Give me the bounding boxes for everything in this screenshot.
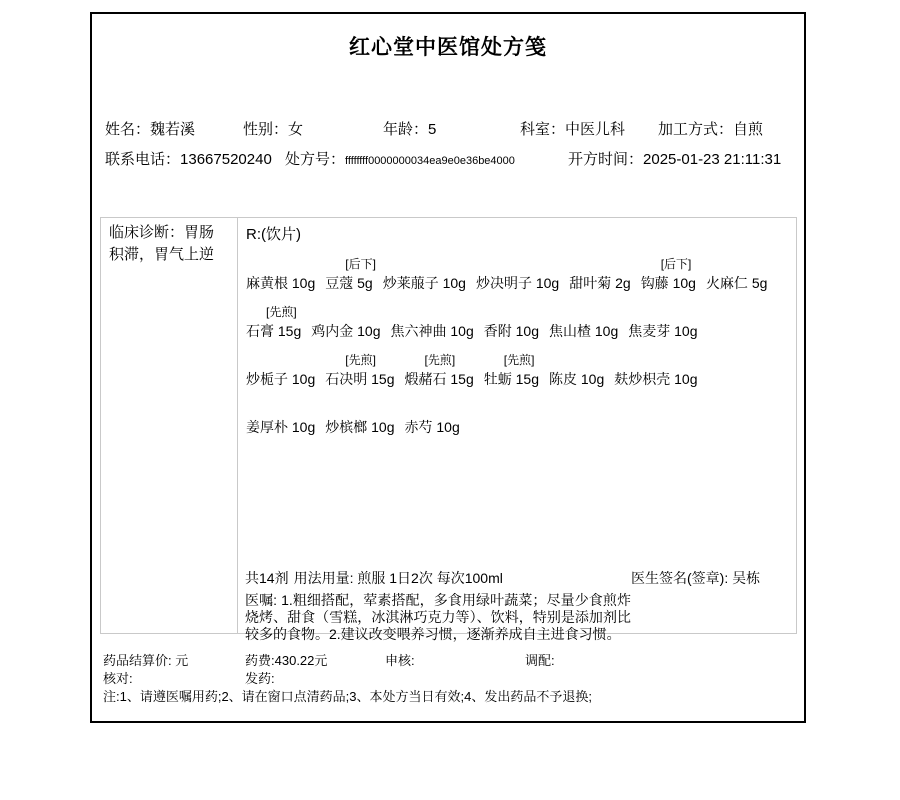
patient-processing-value: 自煎	[733, 121, 764, 138]
herb-name-dose: 石膏 15g	[246, 323, 302, 339]
audit-field: 申核:	[385, 653, 415, 668]
patient-department-value: 中医儿科	[565, 121, 626, 138]
herb-row	[246, 396, 788, 438]
settlement-price: 药品结算价: 元	[103, 653, 189, 668]
usage-line	[245, 570, 631, 587]
herb-item	[391, 300, 474, 342]
patient-processing-field	[658, 118, 763, 139]
dispense-field: 发药:	[245, 671, 275, 686]
patient-age-value: 5	[428, 121, 437, 138]
patient-age-field	[383, 118, 436, 139]
patient-rx-number-value: ffffffff0000000034ea9e0e36be4000	[345, 155, 515, 167]
patient-age-label: 年龄：	[383, 121, 429, 138]
herb-name-dose: 鸡内金 10g	[311, 323, 381, 339]
medical-advice	[245, 592, 631, 643]
rx-header: R:(饮片)	[246, 226, 301, 243]
herb-name-dose: 麻黄根 10g	[246, 275, 316, 291]
herb-item	[325, 396, 394, 438]
herb-name-dose: 焦山楂 10g	[549, 323, 619, 339]
patient-phone-label: 联系电话：	[105, 151, 181, 168]
total-doses: 共14剂	[245, 570, 289, 586]
herb-name-dose: 炒栀子 10g	[246, 371, 316, 387]
patient-gender-value: 女	[288, 121, 304, 138]
doctor-name: 吴栋	[732, 570, 761, 586]
rx-footer	[245, 570, 795, 643]
herb-item	[569, 252, 630, 294]
prescription-table	[100, 217, 797, 642]
patient-rx-number-field	[285, 148, 515, 169]
herb-item	[641, 252, 696, 294]
herb-item	[484, 300, 539, 342]
herb-name-dose: 石决明 15g	[325, 371, 395, 387]
herb-item	[383, 252, 466, 294]
patient-processing-label: 加工方式：	[658, 121, 734, 138]
prescription-sheet	[90, 12, 806, 723]
patient-phone-field	[105, 148, 272, 169]
herb-item	[549, 300, 618, 342]
herb-name-dose: 豆蔻 5g	[325, 275, 373, 291]
prescription-area	[238, 218, 796, 642]
doctor-signature	[631, 570, 760, 587]
herb-name-dose: 火麻仁 5g	[705, 275, 768, 291]
check-field: 核对:	[103, 671, 133, 686]
patient-gender-label: 性别：	[243, 121, 289, 138]
note-line: 注:1、请遵医嘱用药;2、请在窗口点清药品;3、本处方当日有效;4、发出药品不予退换;	[103, 689, 592, 704]
diagnosis-text: 胃肠积滞，胃气上逆	[109, 224, 215, 263]
herb-name-dose: 煅赭石 15g	[404, 371, 474, 387]
doctor-signature-label: 医生签名(签章):	[631, 570, 733, 586]
patient-issue-time-label: 开方时间：	[568, 151, 644, 168]
herb-name-dose: 牡蛎 15g	[483, 371, 539, 387]
herb-item	[246, 396, 315, 438]
patient-name-field	[105, 118, 195, 139]
herb-decoction-tag: [后下]	[345, 257, 376, 271]
herb-item	[325, 252, 376, 294]
patient-issue-time-value: 2025-01-23 21:11:31	[643, 151, 782, 168]
herb-name-dose: 炒槟榔 10g	[325, 419, 395, 435]
compound-field: 调配:	[525, 653, 555, 668]
advice-text: 1.粗细搭配，荤素搭配，多食用绿叶蔬菜；尽量少食煎炸烧烤、甜食（雪糕，冰淇淋巧克力等）、饮料，特别是添加剂比较多的食物。2.建议改变喂养习惯，逐渐养成自主进食习惯。	[245, 592, 631, 642]
herb-decoction-tag: [先煎]	[424, 353, 456, 367]
herb-item	[325, 348, 394, 390]
herb-item	[614, 348, 697, 390]
patient-department-field	[520, 118, 625, 139]
herb-item	[311, 300, 380, 342]
patient-gender-field	[243, 118, 303, 139]
herb-name-dose: 陈皮 10g	[549, 371, 605, 387]
patient-name-label: 姓名：	[105, 121, 151, 138]
herb-decoction-tag: [后下]	[660, 257, 692, 271]
herb-item	[706, 252, 767, 294]
herb-item	[476, 252, 559, 294]
herb-decoction-tag: [先煎]	[266, 305, 297, 319]
fee-value: 430.22元	[274, 653, 328, 668]
herb-name-dose: 炒决明子 10g	[475, 275, 560, 291]
herb-item	[628, 300, 697, 342]
patient-phone-value: 13667520240	[180, 151, 272, 168]
herb-decoction-tag: [先煎]	[345, 353, 376, 367]
herb-name-dose: 姜厚朴 10g	[246, 419, 316, 435]
herb-item	[405, 348, 474, 390]
herb-row	[246, 300, 788, 342]
usage-text: 煎服 1日2次 每次100ml	[357, 570, 503, 586]
page-title: 红心堂中医馆处方笺	[349, 36, 547, 59]
herb-name-dose: 香附 10g	[483, 323, 539, 339]
herb-row	[246, 348, 788, 390]
usage-and-advice	[245, 570, 631, 643]
herb-name-dose: 赤芍 10g	[404, 419, 460, 435]
herb-name-dose: 焦六神曲 10g	[390, 323, 474, 339]
herb-name-dose: 焦麦芽 10g	[628, 323, 698, 339]
fee-field	[245, 650, 327, 669]
herb-name-dose: 钩藤 10g	[640, 275, 696, 291]
herb-name-dose: 麸炒枳壳 10g	[614, 371, 698, 387]
herb-item	[484, 348, 539, 390]
diagnosis-label: 临床诊断：	[109, 224, 185, 241]
advice-label: 医嘱:	[245, 592, 282, 608]
usage-label: 用法用量:	[293, 570, 358, 586]
herb-name-dose: 甜叶菊 2g	[569, 275, 631, 291]
herb-item	[246, 300, 301, 342]
diagnosis-cell	[101, 218, 238, 633]
patient-rx-number-label: 处方号：	[285, 151, 346, 168]
herb-item	[405, 396, 460, 438]
herb-row	[246, 252, 788, 294]
herb-item	[246, 252, 315, 294]
fee-label: 药费:	[245, 653, 275, 668]
herb-decoction-tag: [先煎]	[503, 353, 535, 367]
herb-item	[549, 348, 604, 390]
herb-item	[246, 348, 315, 390]
patient-department-label: 科室：	[520, 121, 566, 138]
herb-name-dose: 炒莱菔子 10g	[382, 275, 466, 291]
patient-name-value: 魏若溪	[150, 121, 196, 138]
patient-issue-time-field	[568, 148, 781, 169]
